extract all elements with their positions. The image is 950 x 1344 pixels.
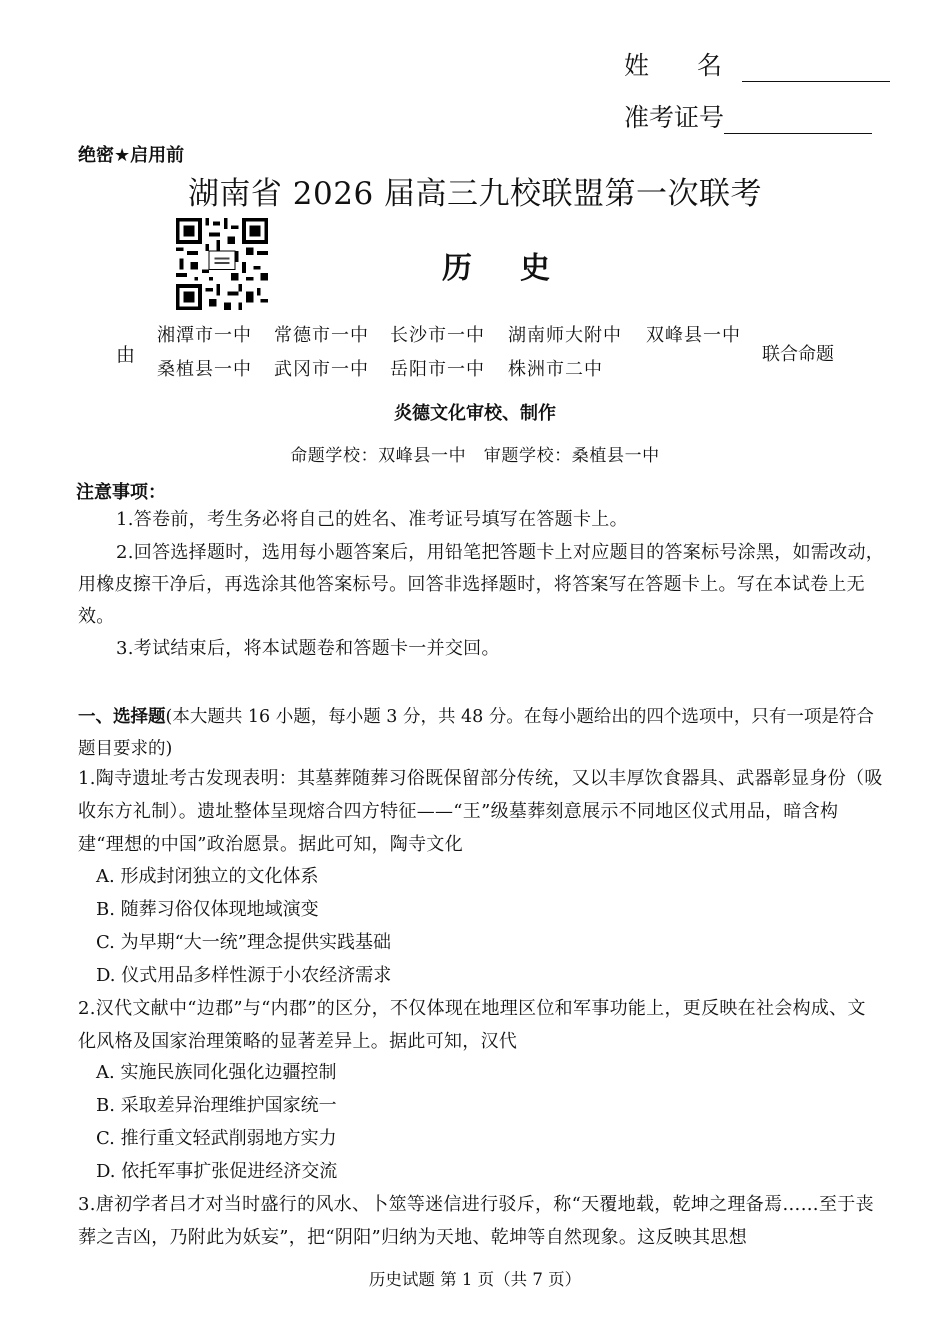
notice-item: 2.回答选择题时，选用每小题答案后，用铅笔把答题卡上对应题目的答案标号涂黑，如需改动，用橡皮擦干净后，再选涂其他答案标号。回答非选择题时，将答案写在答题卡上。写在本试卷上无效。 [78, 542, 885, 627]
credits-line: 命题学校：双峰县一中 审题学校：桑植县一中 [290, 446, 660, 466]
joint-label: 联合命题 [762, 344, 834, 365]
question-option: A. 形成封闭独立的文化体系 [96, 866, 319, 887]
school-name: 湘潭市一中 [157, 325, 252, 346]
question-stem: 3.唐初学者吕才对当时盛行的风水、卜筮等迷信进行驳斥，称“天覆地载，乾坤之理备焉……至于丧葬之吉凶，乃附此为妖妄”，把“阴阳”归纳为天地、乾坤等自然现象。这反映其思想 [78, 1194, 874, 1248]
exam-title: 湖南省 2026 届高三九校联盟第一次联考 [187, 176, 763, 212]
exam-id-label: 准考证号 [624, 103, 725, 132]
question-option: A. 实施民族同化强化边疆控制 [96, 1062, 337, 1083]
question-option: B. 随葬习俗仅体现地域演变 [96, 899, 319, 920]
exam-id-field [624, 98, 872, 134]
school-name: 双峰县一中 [646, 325, 741, 346]
section-header [78, 701, 886, 765]
reviewer-line: 炎德文化审校、制作 [394, 403, 556, 424]
qr-code-icon [176, 218, 268, 310]
school-name: 岳阳市一中 [390, 359, 485, 380]
question-option: D. 仪式用品多样性源于小农经济需求 [96, 965, 392, 986]
secret-mark: 绝密★启用前 [78, 145, 185, 166]
notice-item: 3.考试结束后，将本试题卷和答题卡一并交回。 [116, 638, 500, 659]
notice-title: 注意事项： [76, 482, 166, 503]
authors-prefix: 由 [116, 344, 137, 366]
section-desc: (本大题共 16 小题，每小题 3 分，共 48 分。在每小题给出的四个选项中，只有一项是符合题目要求的) [78, 707, 874, 759]
exam-id-blank [724, 107, 872, 134]
question-option: C. 推行重文轻武削弱地方实力 [96, 1128, 337, 1149]
school-name: 常德市一中 [274, 325, 369, 346]
school-name: 武冈市一中 [274, 359, 369, 380]
name-blank [742, 55, 890, 82]
name-label: 姓 名 [624, 51, 742, 80]
question-stem: 2.汉代文献中“边郡”与“内郡”的区分，不仅体现在地理区位和军事功能上，更反映在社会构成、文化风格及国家治理策略的显著差异上。据此可知，汉代 [78, 998, 866, 1052]
question-option: D. 依托军事扩张促进经济交流 [96, 1161, 338, 1182]
notice-item: 1.答卷前，考生务必将自己的姓名、准考证号填写在答题卡上。 [116, 509, 628, 530]
school-name: 桑植县一中 [157, 359, 252, 380]
page-footer: 历史试题 第 1 页（共 7 页） [368, 1270, 582, 1289]
name-field [624, 46, 890, 82]
school-name: 长沙市一中 [390, 325, 485, 346]
subject-title: 历史 [442, 251, 598, 286]
question-option: C. 为早期“大一统”理念提供实践基础 [96, 932, 391, 953]
school-name: 湖南师大附中 [508, 325, 622, 346]
section-title: 一、选择题 [78, 707, 166, 727]
school-name: 株洲市二中 [508, 359, 603, 380]
question-option: B. 采取差异治理维护国家统一 [96, 1095, 337, 1116]
question-stem: 1.陶寺遗址考古发现表明：其墓葬随葬习俗既保留部分传统，又以丰厚饮食器具、武器彰显身份（吸收东方礼制）。遗址整体呈现熔合四方特征——“王”级墓葬刻意展示不同地区仪式用品，暗含构建“理想的中国”政治愿景。据此可知，陶寺文化 [78, 768, 883, 855]
